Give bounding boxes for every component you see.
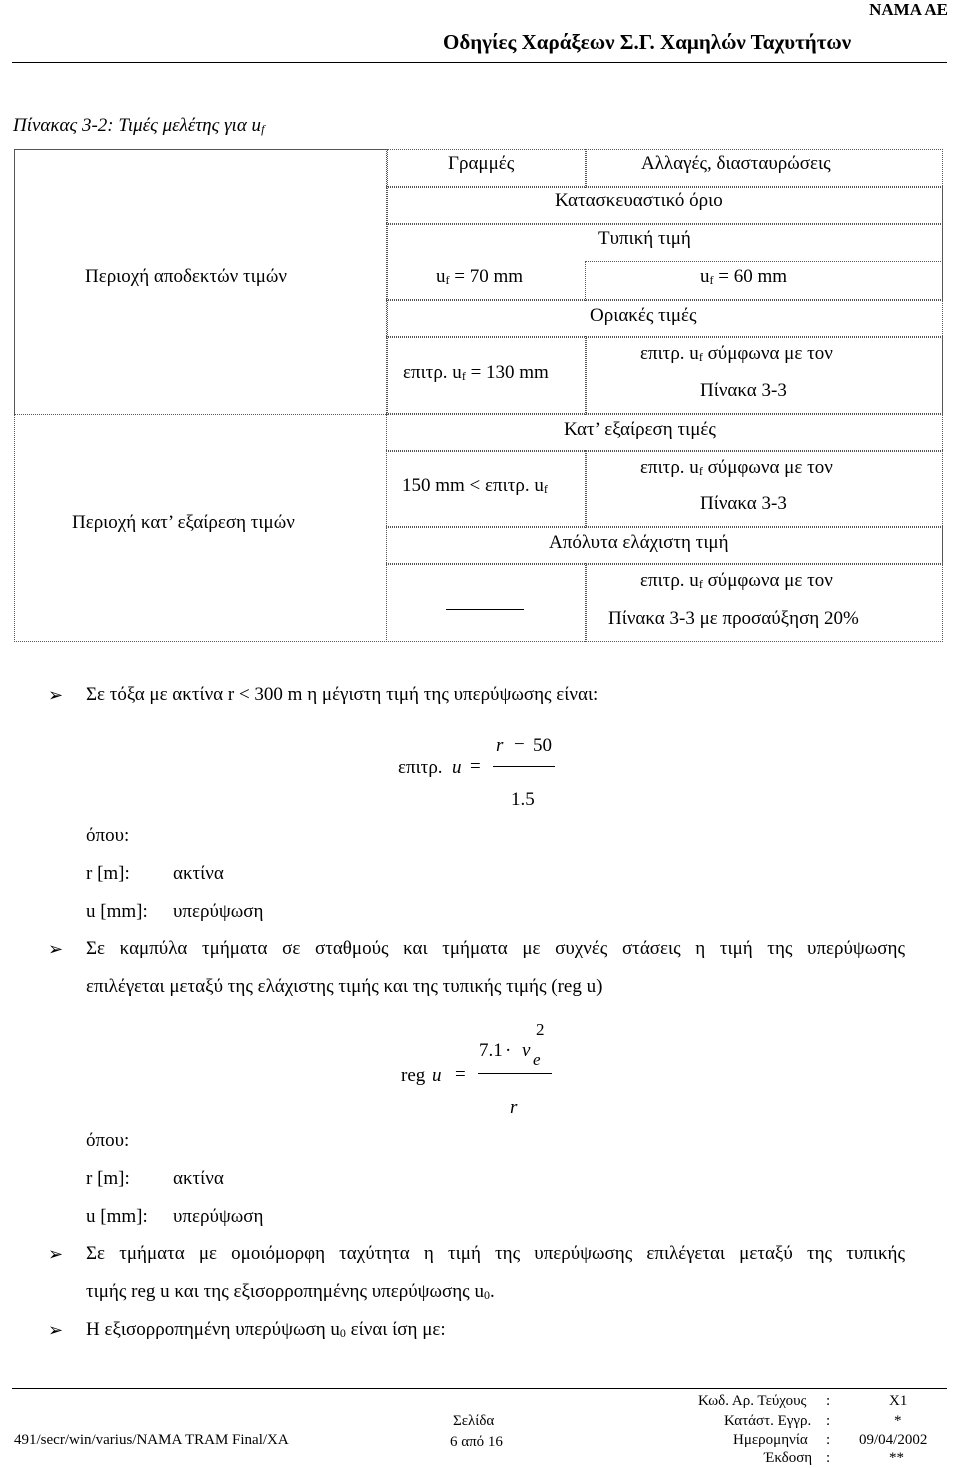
r-key-1: r [m]: xyxy=(86,863,130,884)
r-key-2: r [m]: xyxy=(86,1168,130,1189)
row-acceptable-range: Περιοχή αποδεκτών τιμών xyxy=(85,266,287,287)
arrow-bullet-icon: ➢ xyxy=(48,1244,64,1264)
u-val-2: υπερύψωση xyxy=(173,1206,264,1227)
exception-values: Κατ’ εξαίρεση τιμές xyxy=(564,419,716,440)
limit-values: Οριακές τιμές xyxy=(590,305,697,326)
epitr-table-2: επιτρ. uf σύμφωνα με τον xyxy=(640,457,833,478)
arrow-bullet-icon: ➢ xyxy=(48,1320,64,1340)
where-label-2: όπου: xyxy=(86,1130,130,1151)
r-val-1: ακτίνα xyxy=(173,863,224,884)
footer-status-value: * xyxy=(894,1413,902,1429)
bullet-3-line-1: Σε τμήματα με ομοιόμορφη ταχύτητα η τιμή της υπερύψωσης επιλέγεται μεταξύ της τυπικής xyxy=(86,1243,905,1264)
epitr-150: 150 mm < επιτρ. uf xyxy=(402,475,548,496)
where-label-1: όπου: xyxy=(86,825,130,846)
footer-code-value: X1 xyxy=(889,1393,908,1409)
footer-colon: : xyxy=(826,1432,831,1448)
footer-colon: : xyxy=(826,1450,831,1466)
epitr-130: επιτρ. uf = 130 mm xyxy=(403,362,549,383)
uf-60: uf = 60 mm xyxy=(700,266,788,287)
footer-rule xyxy=(12,1388,947,1389)
epitr-table-1: επιτρ. uf σύμφωνα με τον xyxy=(640,343,833,364)
arrow-bullet-icon: ➢ xyxy=(48,685,64,705)
arrow-bullet-icon: ➢ xyxy=(48,939,64,959)
u-val-1: υπερύψωση xyxy=(173,901,264,922)
col-header-changes: Αλλαγές, διασταυρώσεις xyxy=(641,153,831,174)
bullet-3-line-2: τιμής reg u και της εξισορροπημένης υπερύψωσης u0. xyxy=(86,1281,495,1302)
absolute-min: Απόλυτα ελάχιστη τιμή xyxy=(549,532,729,553)
r-val-2: ακτίνα xyxy=(173,1168,224,1189)
empty-dash xyxy=(446,609,524,610)
footer-colon: : xyxy=(826,1413,831,1429)
epitr-table-3: επιτρ. uf σύμφωνα με τον xyxy=(640,570,833,591)
footer-page-label: Σελίδα xyxy=(453,1413,495,1429)
document-title: Οδηγίες Χαράξεων Σ.Γ. Χαμηλών Ταχυτήτων xyxy=(443,30,852,54)
table33-ref-1: Πίνακα 3-3 xyxy=(700,380,787,401)
footer-edition-value: ** xyxy=(889,1450,904,1466)
footer-status-label: Κατάστ. Εγγρ. xyxy=(724,1413,812,1429)
footer-date-label: Ημερομηνία xyxy=(733,1432,808,1448)
table33-ref-2: Πίνακα 3-3 xyxy=(700,493,787,514)
row-exception-range: Περιοχή κατ’ εξαίρεση τιμών xyxy=(72,512,295,533)
uf-70: uf = 70 mm xyxy=(436,266,524,287)
u-key-2: u [mm]: xyxy=(86,1206,148,1227)
bullet-2-line-1: Σε καμπύλα τμήματα σε σταθμούς και τμήματα με συχνές στάσεις η τιμή της υπερύψωσης xyxy=(86,938,905,959)
company-name: ΝΑΜΑ ΑΕ xyxy=(869,0,948,19)
bullet-2-line-2: επιλέγεται μεταξύ της ελάχιστης τιμής και της τυπικής τιμής (reg u) xyxy=(86,976,603,997)
typical-value: Τυπική τιμή xyxy=(598,228,691,249)
table-caption: Πίνακας 3-2: Τιμές μελέτης για uf xyxy=(13,115,265,136)
u-key-1: u [mm]: xyxy=(86,901,148,922)
bullet-1: Σε τόξα με ακτίνα r < 300 m η μέγιστη τιμή της υπερύψωσης είναι: xyxy=(86,684,599,705)
construction-limit: Κατασκευαστικό όριο xyxy=(555,190,723,211)
bullet-4: Η εξισορροπημένη υπερύψωση u0 είναι ίση με: xyxy=(86,1319,446,1340)
table33-ref-3: Πίνακα 3-3 με προσαύξηση 20% xyxy=(608,608,859,629)
footer-edition-label: Έκδοση xyxy=(764,1450,813,1466)
footer-path: 491/secr/win/varius/NAMA TRAM Final/XA xyxy=(14,1432,289,1448)
col-header-lines: Γραμμές xyxy=(448,153,515,174)
footer-date-value: 09/04/2002 xyxy=(859,1432,928,1448)
header-rule xyxy=(12,62,947,63)
footer-code-label: Κωδ. Αρ. Τεύχους xyxy=(698,1393,807,1409)
footer-page-number: 6 από 16 xyxy=(450,1434,503,1450)
footer-colon: : xyxy=(826,1393,831,1409)
